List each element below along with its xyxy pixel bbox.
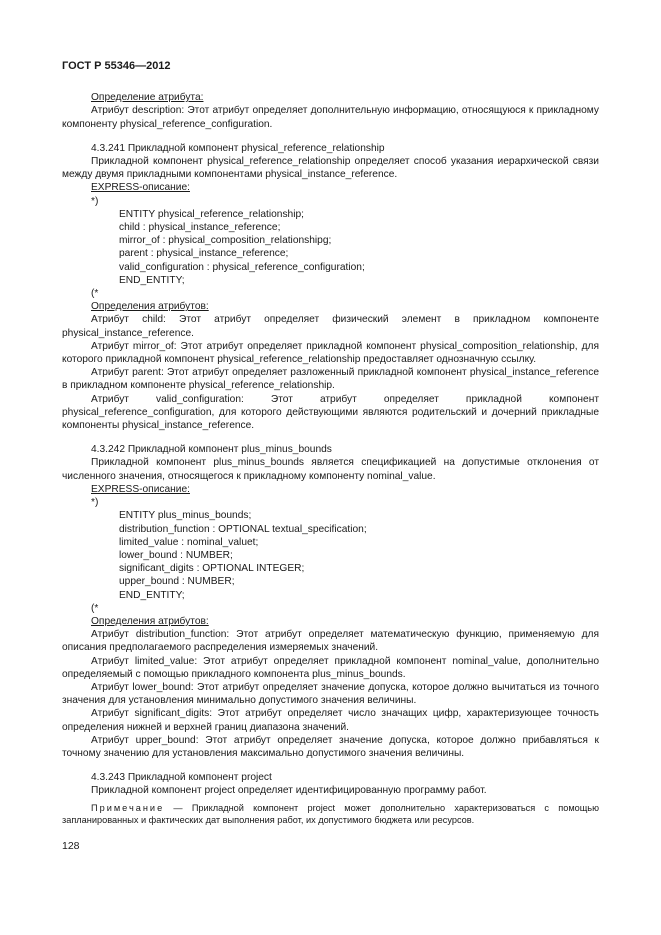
code-line: child : physical_instance_reference;	[119, 222, 281, 234]
express-close: (*	[91, 288, 99, 300]
code-line: END_ENTITY;	[119, 274, 185, 286]
express-open: *)	[91, 195, 99, 207]
attribute-definition: Атрибут mirror_of: Этот атрибут определяет прикладной компонент physical_composition_relationship, для которого прикладной компонент physical_reference_relationship предоставляет однозначную ссылку.	[62, 340, 599, 366]
section-intro: Прикладной компонент project определяет идентифицированную программу работ.	[91, 785, 487, 797]
section-intro: Прикладной компонент plus_minus_bounds является спецификацией на допустимые отклонения от численного значения, относящегося к прикладному компоненту nominal_value.	[62, 457, 599, 482]
document-header: ГОСТ Р 55346—2012	[62, 60, 171, 72]
code-line: ENTITY plus_minus_bounds;	[119, 510, 252, 522]
attribute-definition: Атрибут distribution_function: Этот атрибут определяет математическую функцию, применяемую для описания предполагаемого распределения измеряемых значений.	[62, 629, 599, 654]
code-line: valid_configuration : physical_reference_configuration;	[119, 261, 365, 273]
section-heading-4-3-242: 4.3.242 Прикладной компонент plus_minus_bounds	[91, 444, 332, 456]
express-title: EXPRESS-описание:	[91, 182, 190, 194]
attribute-definitions-title: Определения атрибутов:	[91, 301, 209, 313]
code-line: distribution_function : OPTIONAL textual_specification;	[119, 523, 367, 535]
definition-title: Определение атрибута:	[91, 92, 204, 104]
attribute-definition: Атрибут upper_bound: Этот атрибут определяет значение допуска, которое должно прибавляться к точному значению для установления максимально допустимого значения величины.	[62, 734, 599, 759]
note-text: — Прикладной компонент project может дополнительно характеризоваться с помощью запланированных и фактических дат выполнения работ, их допустимого бюджета или ресурсов.	[62, 802, 599, 825]
page-number: 128	[62, 839, 80, 852]
code-line: mirror_of : physical_composition_relationshipg;	[119, 235, 332, 247]
code-line: limited_value : nominal_valuet;	[119, 536, 259, 548]
express-close: (*	[91, 602, 99, 614]
note-label: Примечание	[91, 802, 165, 813]
code-line: END_ENTITY;	[119, 589, 185, 601]
code-line: ENTITY physical_reference_relationship;	[119, 208, 304, 220]
section-intro: Прикладной компонент physical_reference_relationship определяет способ указания иерархической связи между двумя прикладными компонентами physical_instance_reference.	[62, 156, 599, 181]
express-open: *)	[91, 497, 99, 509]
code-line: parent : physical_instance_reference;	[119, 248, 289, 260]
attribute-definitions-title: Определения атрибутов:	[91, 615, 209, 627]
attribute-definition: Атрибут child: Этот атрибут определяет физический элемент в прикладном компоненте physical_instance_reference.	[62, 314, 599, 339]
attribute-definition: Атрибут valid_configuration: Этот атрибут определяет прикладной компонент physical_reference_configuration, для которого действующими являются родительский и дочерний прикладные компоненты physical_instance_reference.	[62, 393, 599, 432]
definition-text: Атрибут description: Этот атрибут определяет дополнительную информацию, относящуюся к прикладному компоненту physical_reference_configuration.	[62, 105, 599, 130]
section-heading-4-3-241: 4.3.241 Прикладной компонент physical_reference_relationship	[91, 142, 385, 154]
code-line: lower_bound : NUMBER;	[119, 549, 233, 561]
attribute-definition: Атрибут significant_digits: Этот атрибут определяет число значащих цифр, характеризующее точность определения нижней и верхней границ диапазона значений.	[62, 708, 599, 733]
code-line: significant_digits : OPTIONAL INTEGER;	[119, 563, 305, 575]
express-title: EXPRESS-описание:	[91, 483, 190, 495]
section-heading-4-3-243: 4.3.243 Прикладной компонент project	[91, 772, 272, 784]
attribute-definition: Атрибут parent: Этот атрибут определяет разложенный прикладной компонент physical_instance_reference в прикладном компоненте physical_reference_relationship.	[62, 367, 599, 392]
attribute-definition: Атрибут lower_bound: Этот атрибут определяет значение допуска, которое должно вычитаться из точного значения для установления минимально допустимого значения величины.	[62, 681, 599, 707]
document-page	[62, 60, 599, 853]
attribute-definition: Атрибут limited_value: Этот атрибут определяет прикладной компонент nominal_value, дополнительно определяемый с помощью прикладного компонента plus_minus_bounds.	[62, 655, 599, 680]
note	[62, 802, 599, 826]
code-line: upper_bound : NUMBER;	[119, 576, 235, 588]
